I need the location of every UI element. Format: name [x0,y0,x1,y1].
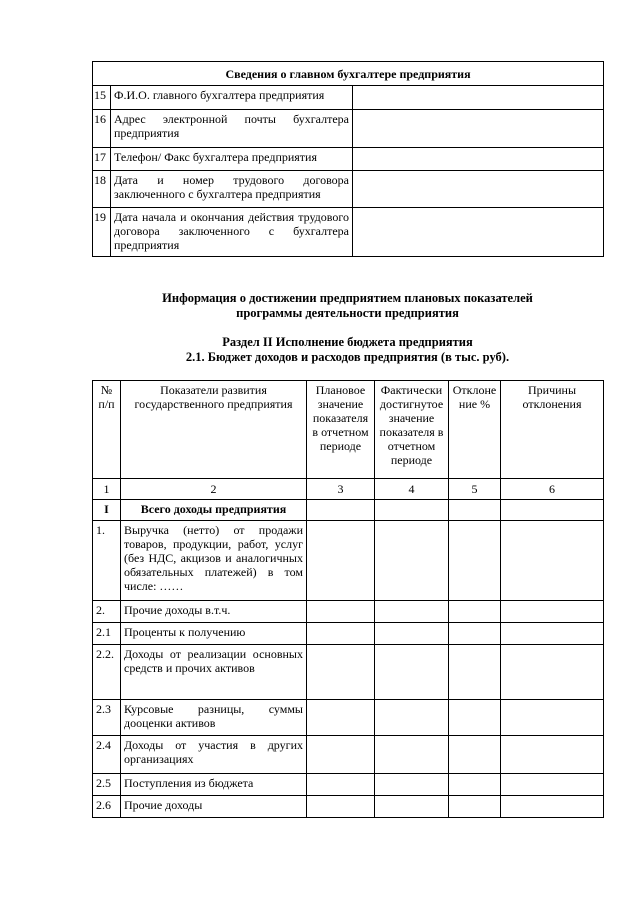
row-number: 15 [93,86,111,110]
row-label: Проценты к получению [121,623,307,645]
table-row [93,796,604,818]
column-number: 1 [93,479,121,500]
budget-header-row [93,381,604,479]
table-row [93,601,604,623]
value-cell[interactable] [353,86,604,110]
value-cell[interactable] [501,601,604,623]
value-cell[interactable] [375,645,449,700]
value-cell[interactable] [449,645,501,700]
budget-table [92,380,604,818]
value-cell[interactable] [449,500,501,521]
row-number: 1. [93,521,121,601]
row-number: 18 [93,171,111,208]
value-cell[interactable] [353,171,604,208]
row-number: 2.4 [93,736,121,774]
value-cell[interactable] [307,774,375,796]
value-cell[interactable] [307,796,375,818]
row-label: Доходы от реализации основных средств и прочих активов [121,645,307,700]
value-cell[interactable] [501,774,604,796]
value-cell[interactable] [307,521,375,601]
row-label: Ф.И.О. главного бухгалтера предприятия [111,86,353,110]
row-label: Всего доходы предприятия [121,500,307,521]
section-heading-line1: Раздел II Исполнение бюджета предприятия [222,335,473,349]
row-number: 2.3 [93,700,121,736]
value-cell[interactable] [375,623,449,645]
table-row [93,521,604,601]
column-number: 5 [449,479,501,500]
header-deviation: Отклонение % [449,381,501,479]
value-cell[interactable] [375,774,449,796]
row-number: 2.6 [93,796,121,818]
value-cell[interactable] [353,110,604,148]
value-cell[interactable] [307,500,375,521]
value-cell[interactable] [501,700,604,736]
value-cell[interactable] [449,521,501,601]
row-number: 2.1 [93,623,121,645]
value-cell[interactable] [449,623,501,645]
header-actual: Фактически достигнутое значение показателя в отчетном периоде [375,381,449,479]
value-cell[interactable] [449,601,501,623]
row-label: Прочие доходы в.т.ч. [121,601,307,623]
row-label: Поступления из бюджета [121,774,307,796]
value-cell[interactable] [449,796,501,818]
value-cell[interactable] [375,601,449,623]
row-number: 2. [93,601,121,623]
table-row [93,774,604,796]
table-row [93,148,604,171]
column-number: 4 [375,479,449,500]
value-cell[interactable] [375,521,449,601]
row-label: Прочие доходы [121,796,307,818]
header-reasons: Причины отклонения [501,381,604,479]
value-cell[interactable] [449,774,501,796]
value-cell[interactable] [375,500,449,521]
column-number: 3 [307,479,375,500]
column-number: 2 [121,479,307,500]
section-heading [92,335,603,365]
info-heading-line2: программы деятельности предприятия [236,306,459,320]
table-row [93,623,604,645]
row-label: Телефон/ Факс бухгалтера предприятия [111,148,353,171]
chief-accountant-table [92,61,604,257]
value-cell[interactable] [375,796,449,818]
value-cell[interactable] [501,521,604,601]
value-cell[interactable] [449,700,501,736]
section-heading-line2: 2.1. Бюджет доходов и расходов предприятия (в тыс. руб). [185,350,510,364]
row-number: 2.2. [93,645,121,700]
row-number: 19 [93,208,111,257]
value-cell[interactable] [449,736,501,774]
table-row [93,86,604,110]
value-cell[interactable] [375,736,449,774]
header-num: № п/п [93,381,121,479]
row-number: 17 [93,148,111,171]
row-label: Курсовые разницы, суммы дооценки активов [121,700,307,736]
row-label: Выручка (нетто) от продажи товаров, продукции, работ, услуг (без НДС, акцизов и аналогичных обязательных платежей) в том числе: …… [121,521,307,601]
header-planned: Плановое значение показателя в отчетном периоде [307,381,375,479]
table-row [93,700,604,736]
column-number: 6 [501,479,604,500]
value-cell[interactable] [501,623,604,645]
table-row [93,736,604,774]
info-heading-line1: Информация о достижении предприятием плановых показателей [162,291,533,305]
value-cell[interactable] [307,623,375,645]
row-label: Доходы от участия в других организациях [121,736,307,774]
row-label: Адрес электронной почты бухгалтера предприятия [111,110,353,148]
value-cell[interactable] [501,796,604,818]
table-row [93,645,604,700]
row-label: Дата начала и окончания действия трудового договора заключенного с бухгалтера предприятия [111,208,353,257]
value-cell[interactable] [307,645,375,700]
row-number: 16 [93,110,111,148]
value-cell[interactable] [307,700,375,736]
value-cell[interactable] [501,645,604,700]
chief-accountant-title: Сведения о главном бухгалтере предприятия [93,62,604,86]
row-number: 2.5 [93,774,121,796]
table-row [93,110,604,148]
header-indicator: Показатели развития государственного предприятия [121,381,307,479]
row-number: I [93,500,121,521]
row-label: Дата и номер трудового договора заключенного с бухгалтера предприятия [111,171,353,208]
table-row [93,171,604,208]
value-cell[interactable] [353,208,604,257]
value-cell[interactable] [375,700,449,736]
value-cell[interactable] [501,500,604,521]
table-row [93,208,604,257]
column-number-row [93,479,604,500]
table-row [93,500,604,521]
value-cell[interactable] [501,736,604,774]
info-heading [92,291,603,321]
value-cell[interactable] [307,736,375,774]
value-cell[interactable] [307,601,375,623]
value-cell[interactable] [353,148,604,171]
